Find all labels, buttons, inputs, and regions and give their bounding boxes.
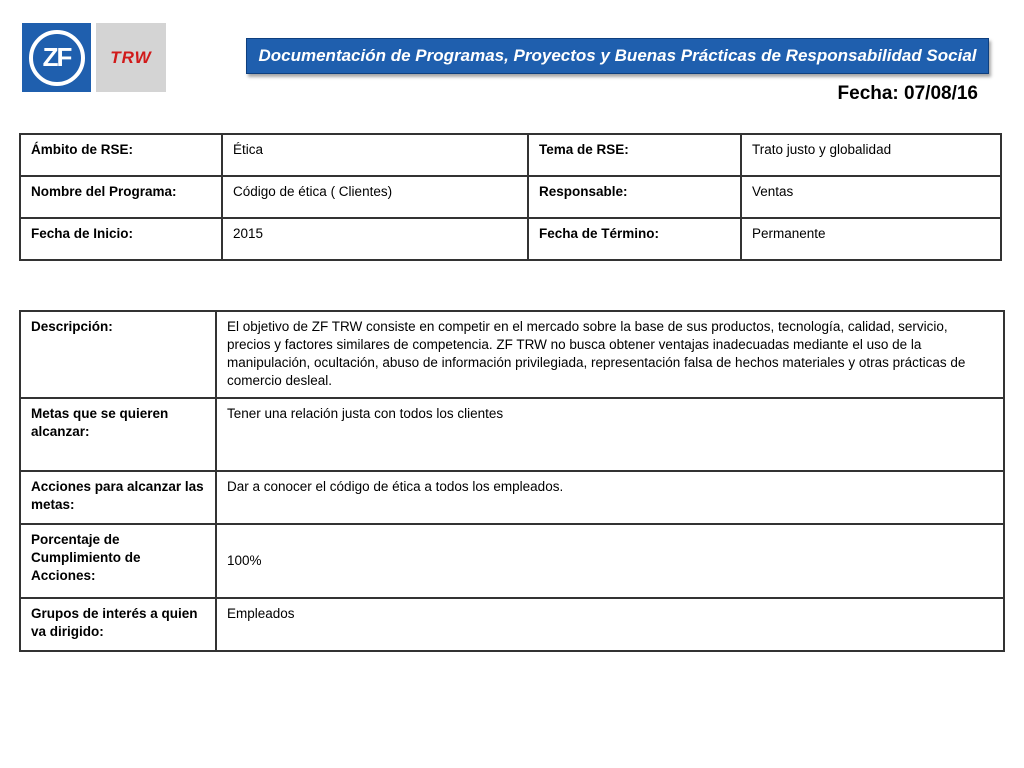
responsable-value: Ventas: [741, 176, 1001, 218]
table-row: [20, 471, 1004, 524]
tema-label: Tema de RSE:: [528, 134, 741, 176]
porcentaje-label: Porcentaje de Cumplimiento de Acciones:: [20, 524, 216, 598]
trw-logo-text: TRW: [110, 47, 152, 67]
porcentaje-value: 100%: [216, 524, 1004, 598]
inicio-value: 2015: [222, 218, 528, 260]
termino-value: Permanente: [741, 218, 1001, 260]
termino-label: Fecha de Término:: [528, 218, 741, 260]
acciones-value: Dar a conocer el código de ética a todos los empleados.: [216, 471, 1004, 524]
ambito-label: Ámbito de RSE:: [20, 134, 222, 176]
table-row: [20, 398, 1004, 471]
table-row: [20, 218, 1001, 260]
table-row: [20, 598, 1004, 651]
table-row: [20, 176, 1001, 218]
tema-value: Trato justo y globalidad: [741, 134, 1001, 176]
acciones-label: Acciones para alcanzar las metas:: [20, 471, 216, 524]
table-row: [20, 311, 1004, 398]
zf-logo-mark: ZF: [29, 30, 85, 86]
programa-value: Código de ética ( Clientes): [222, 176, 528, 218]
inicio-label: Fecha de Inicio:: [20, 218, 222, 260]
descripcion-label: Descripción:: [20, 311, 216, 398]
ambito-value: Ética: [222, 134, 528, 176]
table-row: [20, 134, 1001, 176]
title-banner: [246, 38, 989, 74]
responsable-label: Responsable:: [528, 176, 741, 218]
program-detail-table: [19, 310, 1005, 652]
grupos-value: Empleados: [216, 598, 1004, 651]
zf-logo: [22, 23, 91, 92]
trw-logo: [96, 23, 166, 92]
document-date: Fecha: 07/08/16: [837, 83, 978, 104]
page-title: Documentación de Programas, Proyectos y Buenas Prácticas de Responsabilidad Social: [258, 46, 977, 65]
descripcion-value: El objetivo de ZF TRW consiste en competir en el mercado sobre la base de sus productos, tecnología, calidad, servicio, precios y factores similares de competencia. ZF TRW no busca obtener ventajas inadecuadas mediante el uso de la manipulación, ocultación, abuso de información privilegiada, representación falsa de hechos materiales y otras prácticas de comercio desleal.: [216, 311, 1004, 398]
programa-label: Nombre del Programa:: [20, 176, 222, 218]
metas-value: Tener una relación justa con todos los clientes: [216, 398, 1004, 471]
metas-label: Metas que se quieren alcanzar:: [20, 398, 216, 471]
table-row: [20, 524, 1004, 598]
program-info-table: [19, 133, 1002, 261]
grupos-label: Grupos de interés a quien va dirigido:: [20, 598, 216, 651]
